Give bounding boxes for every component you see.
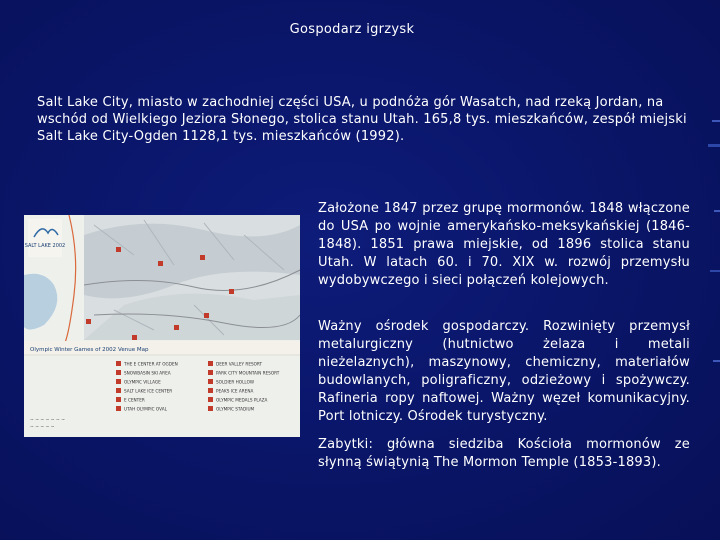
legend-marker	[208, 379, 213, 384]
legend-label: OLYMPIC VILLAGE	[124, 379, 161, 385]
legend-label: OLYMPIC MEDALS PLAZA	[216, 397, 268, 403]
svg-text:~ ~ ~ ~ ~: ~ ~ ~ ~ ~	[30, 425, 55, 430]
legend-label: SNOWBASIN SKI AREA	[124, 370, 171, 376]
legend-marker	[208, 397, 213, 402]
intro-paragraph: Salt Lake City, miasto w zachodniej części USA, u podnóża gór Wasatch, nad rzeką Jordan, na wschód od Wielkiego Jeziora Słonego, stolica stanu Utah. 165,8 tys. mieszkańców, zespół miejski Salt Lake City-Ogden 1128,1 tys. mieszkańców (1992).	[37, 95, 687, 144]
legend-label: SOLDIER HOLLOW	[216, 379, 255, 385]
legend-label: DEER VALLEY RESORT	[216, 361, 263, 367]
legend-label: SALT LAKE ICE CENTER	[124, 388, 173, 394]
legend-label: E CENTER	[124, 397, 145, 403]
svg-text:~ ~ ~ ~ ~ ~ ~: ~ ~ ~ ~ ~ ~ ~	[30, 418, 65, 423]
legend-marker	[208, 370, 213, 375]
paragraph-monuments: Zabytki: główna siedziba Kościoła mormonów ze słynną świątynią The Mormon Temple (1853-1893).	[318, 437, 690, 470]
legend-marker	[116, 388, 121, 393]
map-caption-right: Venue Map	[118, 347, 149, 353]
venue-map-graphic	[24, 215, 300, 437]
legend-label: UTAH OLYMPIC OVAL	[124, 406, 167, 412]
legend-label: PEAKS ICE ARENA	[216, 388, 254, 394]
legend-label: THE E CENTER AT OGDEN	[124, 361, 178, 367]
legend-marker	[116, 379, 121, 384]
legend-marker	[208, 388, 213, 393]
legend-marker	[116, 370, 121, 375]
legend-label: OLYMPIC STADIUM	[216, 406, 255, 412]
legend-marker	[116, 406, 121, 411]
paragraph-economy: Ważny ośrodek gospodarczy. Rozwinięty przemysł metalurgiczny (hutnictwo żelaza i metali nieżelaznych), maszynowy, chemiczny, materiałów budowlanych, poligraficzny, odzieżowy i spożywczy. Rafineria ropy naftowej. Ważny węzeł komunikacyjny. Port lotniczy. Ośrodek turystyczny.	[318, 319, 690, 424]
legend-marker	[116, 397, 121, 402]
legend-label: PARK CITY MOUNTAIN RESORT	[216, 370, 280, 376]
right-edge-decoration	[702, 60, 720, 490]
paragraph-history: Założone 1847 przez grupę mormonów. 1848 włączone do USA po wojnie amerykańsko-meksykańskiej (1846-1848). 1851 prawa miejskie, od 1896 stolica stanu Utah. W latach 60. i 70. XIX w. rozwój przemysłu wydobywczego i sieci połączeń kolejowych.	[318, 201, 690, 288]
legend-marker	[208, 406, 213, 411]
map-caption: Olympic Winter Games of 2002	[30, 347, 117, 353]
map-logo-text: SALT LAKE 2002	[24, 243, 66, 249]
legend-marker	[116, 361, 121, 366]
olympic-venue-map	[24, 215, 300, 437]
legend-marker	[208, 361, 213, 366]
slide-title: Gospodarz igrzysk	[289, 22, 415, 37]
